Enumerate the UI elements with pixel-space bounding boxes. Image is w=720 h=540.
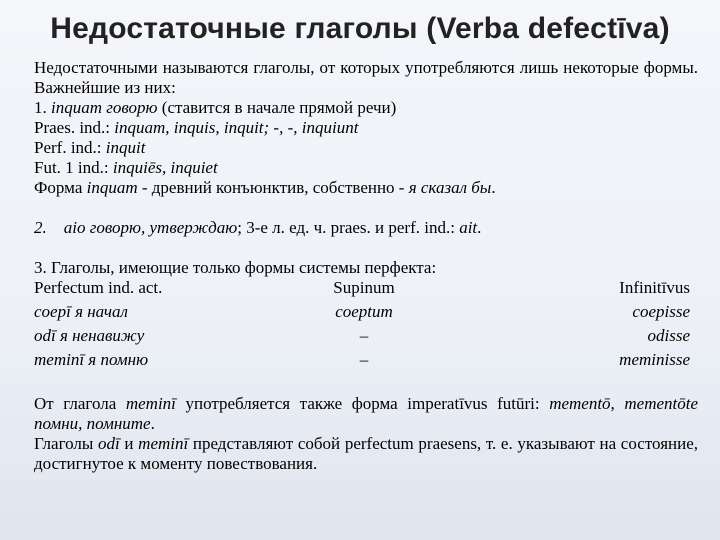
item-2-form: ait <box>459 218 478 237</box>
perfect-forms-table <box>34 278 698 374</box>
forma-start: Форма <box>34 178 83 197</box>
table-header: Infinitīvus <box>619 278 690 297</box>
table-row <box>34 350 698 374</box>
table-cell: coeptum <box>335 302 393 321</box>
forma-line <box>34 178 698 198</box>
para-1-forms: mementō, mementōte помни, помните <box>34 394 699 433</box>
spacer <box>34 374 698 394</box>
slide-body <box>34 58 698 474</box>
para-1-verb: meminī <box>125 394 176 413</box>
item-3-heading: 3. Глаголы, имеющие только формы системы перфекта: <box>34 258 437 277</box>
table-cell: coepī я начал <box>34 302 128 321</box>
table-header: Perfectum ind. act. <box>34 278 163 297</box>
table-header: Supinum <box>333 278 395 297</box>
table-cell: odī я ненавижу <box>34 326 145 345</box>
praes-line <box>34 118 698 138</box>
para-2-text: представляют собой perfectum praesens, т. е. указывают на состояние, достигнутое к моменту повествования. <box>34 434 699 473</box>
item-1-note: (ставится в начале прямой речи) <box>161 98 397 117</box>
item-1-translation: говорю <box>106 98 158 117</box>
forma-translation: я сказал бы <box>408 178 492 197</box>
fut-line <box>34 158 698 178</box>
intro-paragraph: Недостаточными называются глаголы, от которых употребляются лишь некоторые формы. Важнейшие из них: <box>34 58 698 97</box>
table-row <box>34 326 698 350</box>
para-2-text: и <box>124 434 134 453</box>
item-2-rest: ; 3-е л. ед. ч. praes. и perf. ind.: <box>237 218 455 237</box>
forma-middle: - древний конъюнктив, собственно - <box>141 178 405 197</box>
item-2 <box>34 218 698 238</box>
spacer <box>34 238 698 258</box>
table-row <box>34 302 698 326</box>
item-1-latin: inquam <box>51 98 102 117</box>
perf-forms: inquit <box>105 138 146 157</box>
para-2-text: Глаголы <box>34 434 94 453</box>
item-2-end: . <box>477 218 482 237</box>
perf-label: Perf. ind.: <box>34 138 102 157</box>
item-2-translation: говорю, утверждаю <box>89 218 238 237</box>
spacer <box>34 198 698 218</box>
table-cell: coepisse <box>632 302 690 321</box>
perf-line <box>34 138 698 158</box>
table-cell: odisse <box>647 326 690 345</box>
item-2-number: 2. <box>34 218 47 237</box>
table-cell: meminisse <box>619 350 690 369</box>
slide-title: Недостаточные глаголы (Verba defectīva) <box>50 12 670 45</box>
para-2-verb: odī <box>97 434 120 453</box>
table-header-row <box>34 278 698 302</box>
table-cell: meminī я помню <box>34 350 149 369</box>
praes-label: Praes. ind.: <box>34 118 111 137</box>
item-1-number: 1. <box>34 98 47 117</box>
para-1-text: употребляется также форма imperatīvus futūri: <box>185 394 540 413</box>
imperative-paragraph <box>34 394 698 434</box>
table-cell: – <box>359 326 369 345</box>
para-1-text: От глагола <box>34 394 117 413</box>
praes-forms: inquam, inquis, inquit; -, -, inquiunt <box>114 118 359 137</box>
table-cell: – <box>359 350 369 369</box>
forma-latin: inquam <box>86 178 138 197</box>
fut-forms: inquiēs, inquiet <box>112 158 218 177</box>
para-1-end: . <box>150 414 155 433</box>
item-1 <box>34 98 698 118</box>
item-2-latin: aio <box>63 218 86 237</box>
para-2-verb: meminī <box>138 434 189 453</box>
fut-label: Fut. 1 ind.: <box>34 158 109 177</box>
forma-end: . <box>491 178 496 197</box>
perfectum-praesens-paragraph <box>34 434 698 474</box>
